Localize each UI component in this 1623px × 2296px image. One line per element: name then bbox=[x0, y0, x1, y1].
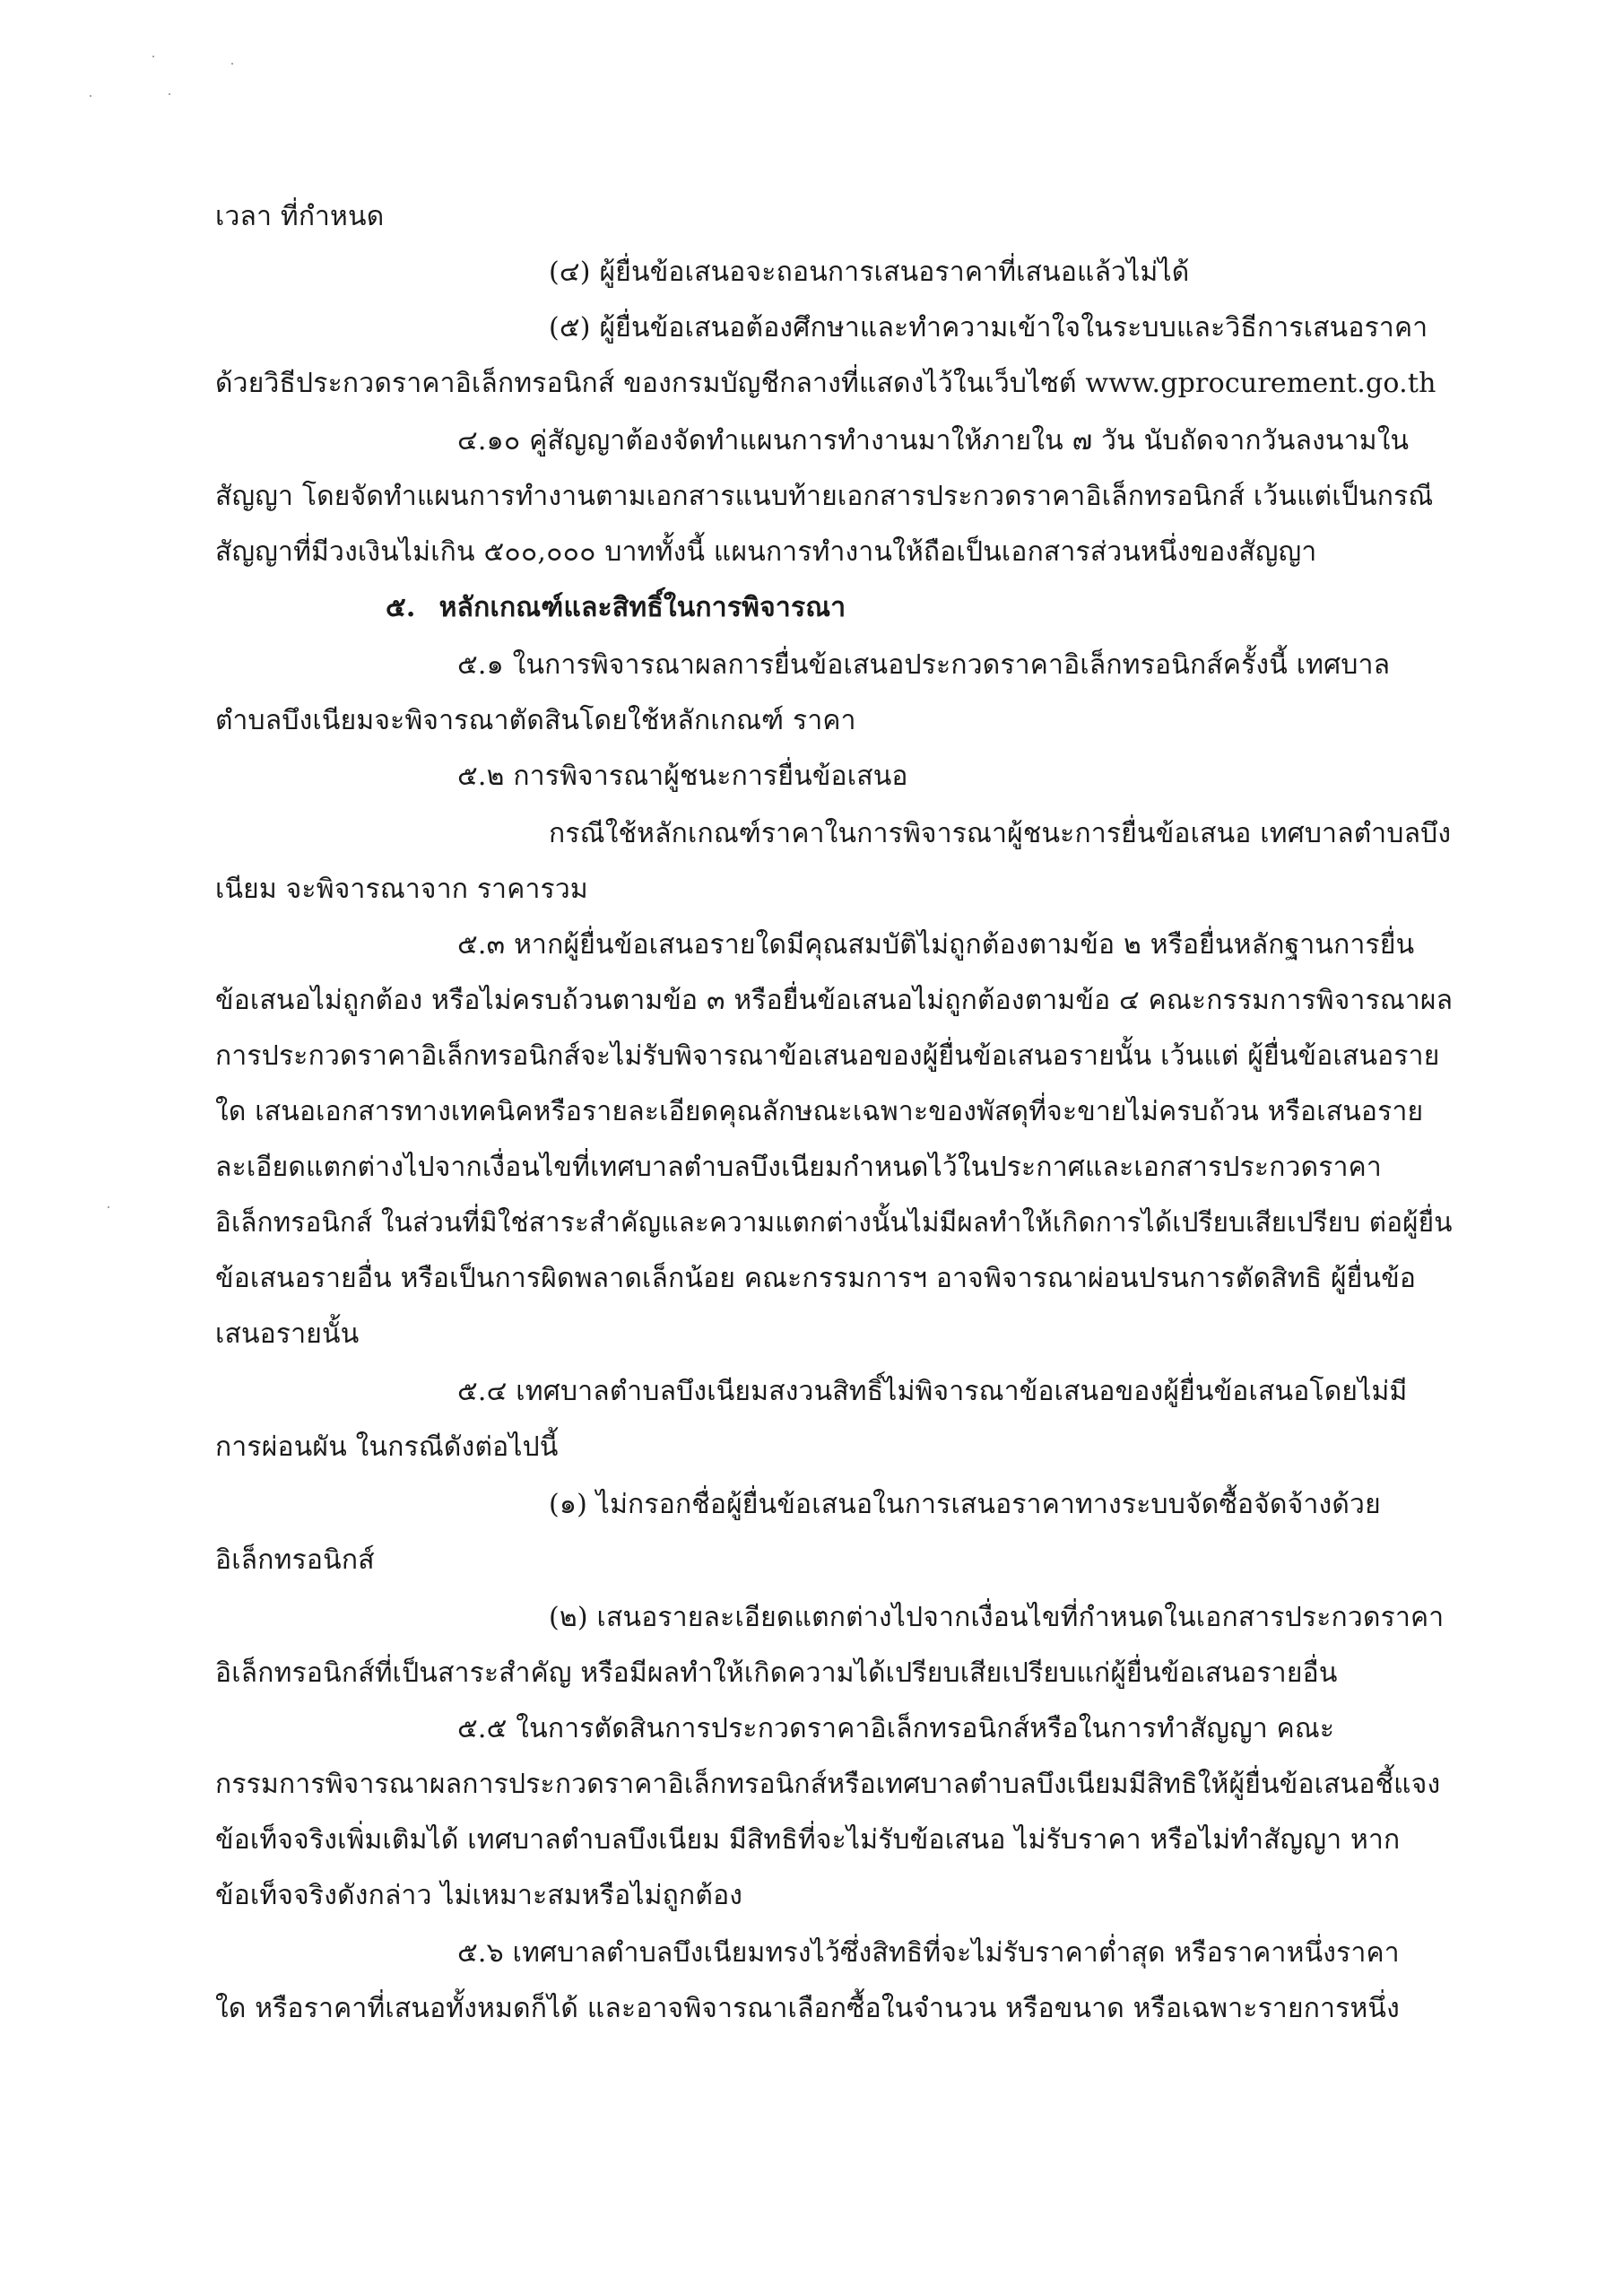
scan-speck bbox=[108, 1206, 109, 1208]
text-line: ใด หรือราคาที่เสนอทั้งหมดก็ได้ และอาจพิจารณาเลือกซื้อในจำนวน หรือขนาด หรือเฉพาะรายการหนึ่ง bbox=[215, 1993, 1400, 2024]
text-line: ด้วยวิธีประกวดราคาอิเล็กทรอนิกส์ ของกรมบัญชีกลางที่แสดงไว้ในเว็บไซต์ www.gprocurement.go.th bbox=[215, 368, 1436, 399]
text-line: ๕.๒ การพิจารณาผู้ชนะการยื่นข้อเสนอ bbox=[457, 761, 908, 792]
text-line: กรณีใช้หลักเกณฑ์ราคาในการพิจารณาผู้ชนะการยื่นข้อเสนอ เทศบาลตำบลบึง bbox=[549, 818, 1452, 849]
text-line: ๕.๖ เทศบาลตำบลบึงเนียมทรงไว้ซึ่งสิทธิที่จะไม่รับราคาต่ำสุด หรือราคาหนึ่งราคา bbox=[457, 1937, 1400, 1969]
section-number: ๕. bbox=[386, 592, 416, 623]
scan-speck bbox=[90, 95, 91, 97]
text-line: ตำบลบึงเนียมจะพิจารณาตัดสินโดยใช้หลักเกณฑ์ ราคา bbox=[215, 705, 856, 736]
text-line: เวลา ที่กำหนด bbox=[215, 201, 385, 232]
text-line: เสนอรายนั้น bbox=[215, 1318, 360, 1350]
text-line: อิเล็กทรอนิกส์ bbox=[215, 1544, 375, 1576]
text-line: สัญญาที่มีวงเงินไม่เกิน ๕๐๐,๐๐๐ บาททั้งนี้ แผนการทำงานให้ถือเป็นเอกสารส่วนหนึ่งของสัญญา bbox=[215, 536, 1317, 568]
scan-speck bbox=[231, 63, 233, 65]
text-line: สัญญา โดยจัดทำแผนการทำงานตามเอกสารแนบท้ายเอกสารประกวดราคาอิเล็กทรอนิกส์ เว้นแต่เป็นกรณี bbox=[215, 481, 1434, 512]
text-line: ข้อเสนอไม่ถูกต้อง หรือไม่ครบถ้วนตามข้อ ๓ หรือยื่นข้อเสนอไม่ถูกต้องตามข้อ ๔ คณะกรรมการพิจารณาผล bbox=[215, 985, 1454, 1016]
text-line: ข้อเสนอรายอื่น หรือเป็นการผิดพลาดเล็กน้อย คณะกรรมการฯ อาจพิจารณาผ่อนปรนการตัดสิทธิ ผู้ยื่นข้อ bbox=[215, 1263, 1417, 1294]
text-line: การผ่อนผัน ในกรณีดังต่อไปนี้ bbox=[215, 1431, 559, 1463]
text-line: (๔) ผู้ยื่นข้อเสนอจะถอนการเสนอราคาที่เสนอแล้วไม่ได้ bbox=[549, 257, 1190, 288]
text-line: ๕.๑ ในการพิจารณาผลการยื่นข้อเสนอประกวดราคาอิเล็กทรอนิกส์ครั้งนี้ เทศบาล bbox=[457, 649, 1391, 681]
text-line: (๑) ไม่กรอกชื่อผู้ยื่นข้อเสนอในการเสนอราคาทางระบบจัดซื้อจัดจ้างด้วย bbox=[549, 1489, 1381, 1520]
text-line: อิเล็กทรอนิกส์ ในส่วนที่มิใช่สาระสำคัญและความแตกต่างนั้นไม่มีผลทำให้เกิดการได้เปรียบเสียเปรียบ ต่อผู้ยื่น bbox=[215, 1207, 1453, 1239]
text-line: ข้อเท็จจริงเพิ่มเติมได้ เทศบาลตำบลบึงเนียม มีสิทธิที่จะไม่รับข้อเสนอ ไม่รับราคา หรือไม่ทำสัญญา หาก bbox=[215, 1824, 1401, 1856]
text-line: ๕.๕ ในการตัดสินการประกวดราคาอิเล็กทรอนิกส์หรือในการทำสัญญา คณะ bbox=[457, 1713, 1335, 1744]
text-line: ๕.๓ หากผู้ยื่นข้อเสนอรายใดมีคุณสมบัติไม่ถูกต้องตามข้อ ๒ หรือยื่นหลักฐานการยื่น bbox=[457, 929, 1415, 961]
section-heading bbox=[386, 588, 846, 628]
text-line: อิเล็กทรอนิกส์ที่เป็นสาระสำคัญ หรือมีผลทำให้เกิดความได้เปรียบเสียเปรียบแก่ผู้ยื่นข้อเสนอรายอื่น bbox=[215, 1657, 1338, 1689]
text-line: (๒) เสนอรายละเอียดแตกต่างไปจากเงื่อนไขที่กำหนดในเอกสารประกวดราคา bbox=[549, 1602, 1445, 1633]
text-line: ใด เสนอเอกสารทางเทคนิคหรือรายละเอียดคุณลักษณะเฉพาะของพัสดุที่จะขายไม่ครบถ้วน หรือเสนอราย bbox=[215, 1096, 1424, 1127]
text-line: เนียม จะพิจารณาจาก ราคารวม bbox=[215, 874, 588, 905]
text-line: กรรมการพิจารณาผลการประกวดราคาอิเล็กทรอนิกส์หรือเทศบาลตำบลบึงเนียมมีสิทธิให้ผู้ยื่นข้อเสนอชี้แจง bbox=[215, 1769, 1441, 1800]
scan-speck bbox=[152, 56, 154, 57]
text-line: ๕.๔ เทศบาลตำบลบึงเนียมสงวนสิทธิ์ไม่พิจารณาข้อเสนอของผู้ยื่นข้อเสนอโดยไม่มี bbox=[457, 1376, 1408, 1407]
scan-speck bbox=[169, 93, 170, 95]
text-line: ละเอียดแตกต่างไปจากเงื่อนไขที่เทศบาลตำบลบึงเนียมกำหนดไว้ในประกาศและเอกสารประกวดราคา bbox=[215, 1152, 1382, 1183]
text-line: ข้อเท็จจริงดังกล่าว ไม่เหมาะสมหรือไม่ถูกต้อง bbox=[215, 1880, 743, 1911]
text-line: การประกวดราคาอิเล็กทรอนิกส์จะไม่รับพิจารณาข้อเสนอของผู้ยื่นข้อเสนอรายนั้น เว้นแต่ ผู้ยื่นข้อเสนอราย bbox=[215, 1040, 1440, 1072]
text-line: ๔.๑๐ คู่สัญญาต้องจัดทำแผนการทำงานมาให้ภายใน ๗ วัน นับถัดจากวันลงนามใน bbox=[457, 425, 1410, 457]
section-title: หลักเกณฑ์และสิทธิ์ในการพิจารณา bbox=[438, 592, 846, 623]
text-line: (๕) ผู้ยื่นข้อเสนอต้องศึกษาและทำความเข้าใจในระบบและวิธีการเสนอราคา bbox=[549, 312, 1428, 344]
